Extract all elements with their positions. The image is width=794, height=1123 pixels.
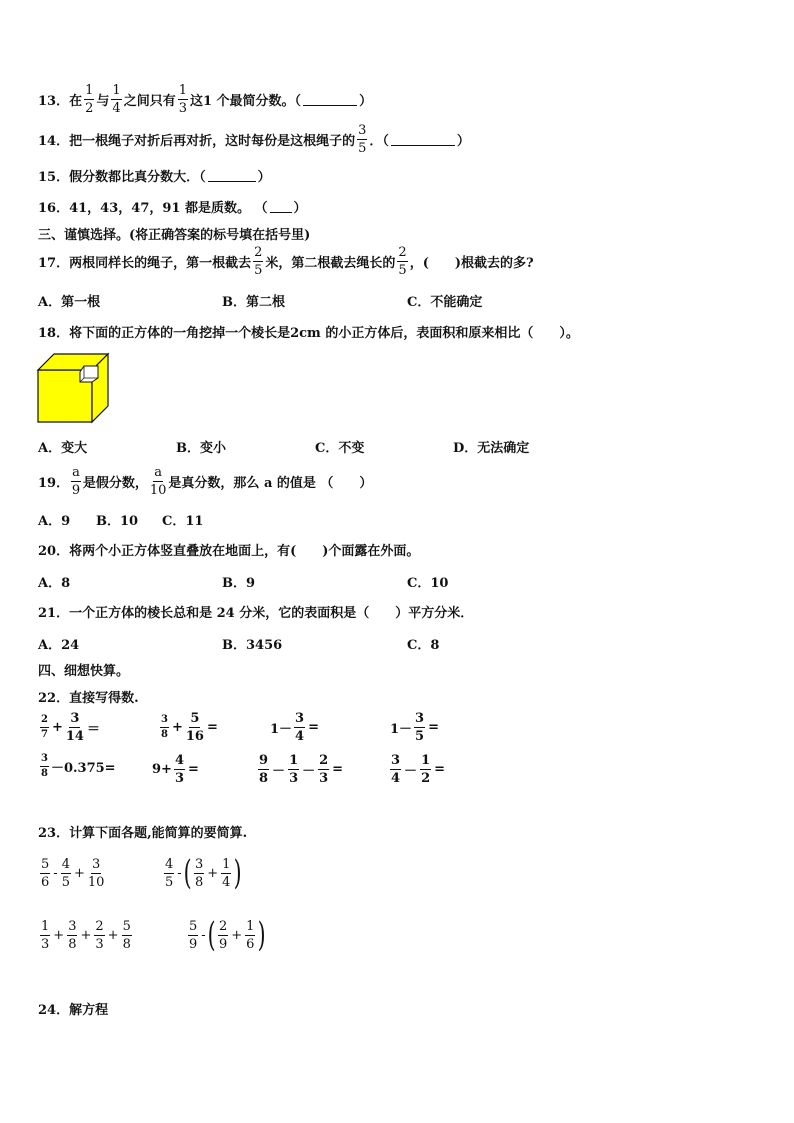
- fraction: [71, 466, 81, 497]
- operator: +: [73, 866, 85, 881]
- calc-expression-7: [256, 754, 344, 785]
- denominator: 8: [122, 937, 131, 952]
- denominator: 4: [295, 729, 305, 744]
- numerator: 1: [112, 83, 121, 98]
- numerator: 3: [68, 919, 77, 934]
- calc-expression-3: [270, 712, 320, 743]
- question-number: 24．: [38, 1003, 70, 1018]
- fraction: [160, 715, 169, 740]
- operator: 9+: [152, 762, 172, 777]
- numerator: 1: [246, 918, 255, 934]
- denominator: 8: [194, 874, 204, 890]
- numerator: a: [154, 465, 163, 480]
- question-number: 13．: [38, 94, 70, 109]
- fraction: [150, 466, 167, 497]
- denominator: 9: [71, 483, 81, 498]
- operator: -: [201, 927, 206, 943]
- question-text: 解方程: [69, 1003, 109, 1018]
- question-20: [38, 540, 419, 559]
- question-number: 22．: [38, 691, 70, 706]
- denominator: 16: [185, 729, 204, 744]
- calc-expression-2: [158, 712, 219, 743]
- question-text: 将下面的正方体的一角挖掉一个棱长是2cm 的小正方体后，表面积和原来相比（ ）。: [69, 326, 579, 341]
- choice-a[interactable]: A．8: [38, 576, 71, 591]
- denominator: 10: [87, 875, 105, 890]
- equals-sign: =: [434, 762, 446, 777]
- numerator: 4: [165, 856, 174, 872]
- denominator: 3: [95, 937, 104, 952]
- question-23: [38, 822, 247, 841]
- numerator: 3: [194, 856, 204, 872]
- choice-c[interactable]: C．不变: [315, 441, 365, 456]
- numerator: 2: [254, 245, 263, 260]
- denominator: 5: [61, 875, 70, 890]
- denominator: 2: [421, 771, 431, 786]
- equals-sign: ＝: [86, 722, 100, 737]
- fraction: [288, 754, 299, 785]
- operator: +: [171, 720, 183, 735]
- fraction: [84, 84, 94, 115]
- question-21: [38, 602, 473, 621]
- question-text: 是假分数，: [82, 476, 148, 491]
- answer-blank[interactable]: [391, 133, 455, 146]
- denominator: 5: [415, 729, 425, 744]
- calc-expression-4: [390, 712, 440, 743]
- denominator: 14: [65, 729, 84, 744]
- numerator: 2: [95, 919, 104, 934]
- denominator: 10: [149, 483, 167, 498]
- choice-d[interactable]: D．无法确定: [453, 441, 530, 456]
- numerator: 1: [222, 856, 231, 872]
- question-text: ）: [456, 134, 470, 149]
- denominator: 9: [218, 936, 228, 952]
- expression-rest: －0.375=: [50, 761, 116, 776]
- question-text: ）: [257, 170, 271, 185]
- operator: －: [272, 764, 286, 779]
- denominator: 3: [178, 101, 187, 116]
- fraction: [194, 858, 204, 889]
- equals-sign: =: [428, 720, 439, 735]
- numerator: 2: [40, 715, 49, 728]
- fraction: [88, 858, 105, 889]
- numerator: 5: [41, 857, 50, 872]
- operator: +: [107, 928, 119, 943]
- choice-b[interactable]: B．3456: [222, 638, 283, 653]
- numerator: 2: [398, 245, 407, 260]
- choice-b[interactable]: B．变小: [176, 441, 226, 456]
- fraction: [40, 754, 49, 779]
- question-number: 20．: [38, 544, 70, 559]
- choice-b[interactable]: B．第二根: [222, 295, 285, 310]
- fraction: [164, 858, 174, 889]
- question-number: 21．: [38, 606, 70, 621]
- equals-sign: =: [206, 720, 218, 735]
- denominator: 7: [41, 729, 48, 740]
- simplify-expression-1: [38, 858, 106, 889]
- numerator: 2: [319, 753, 329, 768]
- fraction: [174, 754, 185, 785]
- question-number: 19．: [38, 476, 70, 491]
- numerator: 1: [85, 83, 94, 98]
- question-13: [38, 84, 372, 115]
- section-title-4: [38, 660, 129, 679]
- denominator: 6: [41, 875, 50, 890]
- question-number: 23．: [38, 826, 70, 841]
- calc-expression-5: [38, 754, 116, 779]
- fraction: [390, 754, 401, 785]
- question-text: 两根同样长的绳子，第一根截去: [69, 256, 252, 271]
- denominator: 3: [174, 771, 184, 786]
- left-parenthesis: (: [207, 915, 216, 955]
- numerator: 2: [218, 918, 228, 934]
- operator: 1－: [270, 722, 293, 737]
- denominator: 3: [289, 771, 299, 786]
- numerator: 3: [40, 754, 49, 767]
- question-22: [38, 687, 139, 706]
- question-text: 一个正方体的棱长总和是 24 分米，它的表面积是（ ）平方分米．: [69, 606, 474, 621]
- operator: －: [302, 764, 316, 779]
- question-text: 41，43，47，91 都是质数。 （: [69, 201, 268, 216]
- operator: +: [51, 720, 63, 735]
- fraction: [188, 920, 198, 951]
- choice-b[interactable]: B．10: [96, 514, 139, 529]
- numerator: 3: [295, 711, 305, 726]
- numerator: 5: [189, 918, 198, 934]
- fraction: [357, 124, 367, 155]
- fraction: [397, 246, 407, 277]
- fraction: [318, 754, 329, 785]
- denominator: 5: [398, 263, 407, 278]
- equals-sign: =: [308, 720, 319, 735]
- operator: +: [231, 927, 243, 943]
- operator: +: [80, 928, 92, 943]
- fraction: [253, 246, 263, 277]
- fraction: [294, 712, 305, 743]
- question-text: 假分数都比真分数大．（: [69, 170, 206, 185]
- choice-c[interactable]: C．10: [407, 576, 449, 591]
- question-17: [38, 246, 534, 277]
- denominator: 8: [41, 768, 48, 779]
- denominator: 9: [189, 936, 198, 952]
- operator: +: [53, 928, 65, 943]
- operator: 1－: [390, 722, 413, 737]
- operator: -: [177, 865, 182, 881]
- question-text: 在: [69, 94, 83, 109]
- denominator: 8: [161, 729, 168, 740]
- numerator: 3: [415, 711, 425, 726]
- denominator: 3: [41, 937, 50, 952]
- fraction: [40, 858, 50, 889]
- section-title-text: 三、谨慎选择。(将正确答案的标号填在括号里): [38, 228, 311, 243]
- question-14: [38, 124, 470, 155]
- fraction: [67, 920, 77, 951]
- numerator: 3: [92, 857, 101, 872]
- numerator: 4: [174, 753, 184, 768]
- question-24: [38, 999, 108, 1018]
- numerator: 3: [358, 123, 367, 138]
- fraction: [40, 715, 49, 740]
- question-text: 与: [96, 94, 110, 109]
- question-number: 15．: [38, 170, 70, 185]
- numerator: 3: [70, 711, 80, 726]
- choice-c[interactable]: C．不能确定: [407, 295, 483, 310]
- right-parenthesis: ): [234, 853, 243, 893]
- question-text: 是真分数，那么 a 的值是 （ ）: [168, 476, 373, 491]
- question-text: 之间只有: [123, 94, 176, 109]
- numerator: 1: [41, 919, 50, 934]
- question-text: 计算下面各题,能简算的要简算.: [69, 826, 248, 841]
- question-text: 米，第二根截去绳长的: [265, 256, 396, 271]
- numerator: a: [72, 465, 80, 480]
- choice-a[interactable]: A．第一根: [38, 295, 101, 310]
- numerator: 5: [122, 919, 131, 934]
- question-number: 18．: [38, 326, 70, 341]
- fraction: [186, 712, 204, 743]
- numerator: 1: [178, 83, 187, 98]
- cube-figure: [36, 352, 112, 424]
- numerator: 3: [160, 715, 169, 728]
- simplify-expression-2: [162, 853, 243, 893]
- calc-expression-1: [38, 712, 101, 743]
- denominator: 4: [391, 771, 401, 786]
- question-text: 将两个小正方体竖直叠放在地面上，有( )个面露在外面。: [69, 544, 420, 559]
- denominator: 5: [358, 141, 367, 156]
- calc-expression-8: [388, 754, 446, 785]
- equals-sign: =: [188, 762, 199, 777]
- question-text: ）: [359, 94, 373, 109]
- right-parenthesis: ): [258, 915, 267, 955]
- question-text: ）: [293, 201, 307, 216]
- question-text: 这1 个最简分数。（: [189, 94, 302, 109]
- denominator: 6: [246, 936, 255, 952]
- numerator: 1: [421, 753, 431, 768]
- choice-b[interactable]: B．9: [222, 576, 256, 591]
- left-parenthesis: (: [183, 853, 192, 893]
- fraction: [94, 920, 104, 951]
- question-text: ．（: [369, 134, 389, 149]
- answer-blank[interactable]: [208, 169, 256, 182]
- section-title-text: 四、细想快算。: [38, 664, 130, 679]
- equals-sign: =: [332, 762, 344, 777]
- fraction: [122, 920, 132, 951]
- fraction: [414, 712, 425, 743]
- answer-blank[interactable]: [270, 200, 292, 213]
- fraction: [258, 754, 269, 785]
- question-16: [38, 197, 307, 216]
- section-title-3: [38, 224, 310, 243]
- choice-c[interactable]: C．8: [407, 638, 440, 653]
- question-text: 直接写得数.: [69, 691, 139, 706]
- denominator: 8: [259, 771, 269, 786]
- fraction: [40, 920, 50, 951]
- choice-a[interactable]: A．24: [38, 638, 80, 653]
- calc-expression-6: [152, 754, 200, 785]
- denominator: 5: [254, 263, 263, 278]
- numerator: 4: [61, 857, 70, 872]
- denominator: 5: [165, 874, 174, 890]
- operator: +: [207, 865, 219, 881]
- choice-a[interactable]: A．变大: [38, 441, 88, 456]
- question-18: [38, 322, 579, 341]
- fraction: [245, 920, 255, 951]
- choice-c[interactable]: C．11: [162, 514, 204, 529]
- denominator: 8: [68, 937, 77, 952]
- question-15: [38, 166, 271, 185]
- fraction: [218, 920, 228, 951]
- fraction: [178, 84, 188, 115]
- operator: -: [53, 866, 58, 881]
- simplify-expression-4: [186, 915, 267, 955]
- denominator: 3: [319, 771, 329, 786]
- fraction: [221, 858, 231, 889]
- choice-a[interactable]: A．9: [38, 514, 71, 529]
- denominator: 2: [85, 101, 94, 116]
- answer-blank[interactable]: [303, 93, 357, 106]
- fraction: [66, 712, 84, 743]
- numerator: 1: [289, 753, 299, 768]
- question-number: 17．: [38, 256, 70, 271]
- question-number: 16．: [38, 201, 70, 216]
- fraction: [61, 858, 71, 889]
- fraction: [111, 84, 121, 115]
- question-number: 14．: [38, 134, 70, 149]
- fraction: [420, 754, 431, 785]
- operator: －: [404, 764, 418, 779]
- denominator: 4: [112, 101, 121, 116]
- question-text: 把一根绳子对折后再对折，这时每份是这根绳子的: [69, 134, 356, 149]
- numerator: 3: [391, 753, 401, 768]
- denominator: 4: [222, 874, 231, 890]
- simplify-expression-3: [38, 920, 134, 951]
- numerator: 5: [190, 711, 200, 726]
- question-19: [38, 466, 372, 497]
- numerator: 9: [259, 753, 269, 768]
- question-text: ，( )根截去的多?: [409, 256, 534, 271]
